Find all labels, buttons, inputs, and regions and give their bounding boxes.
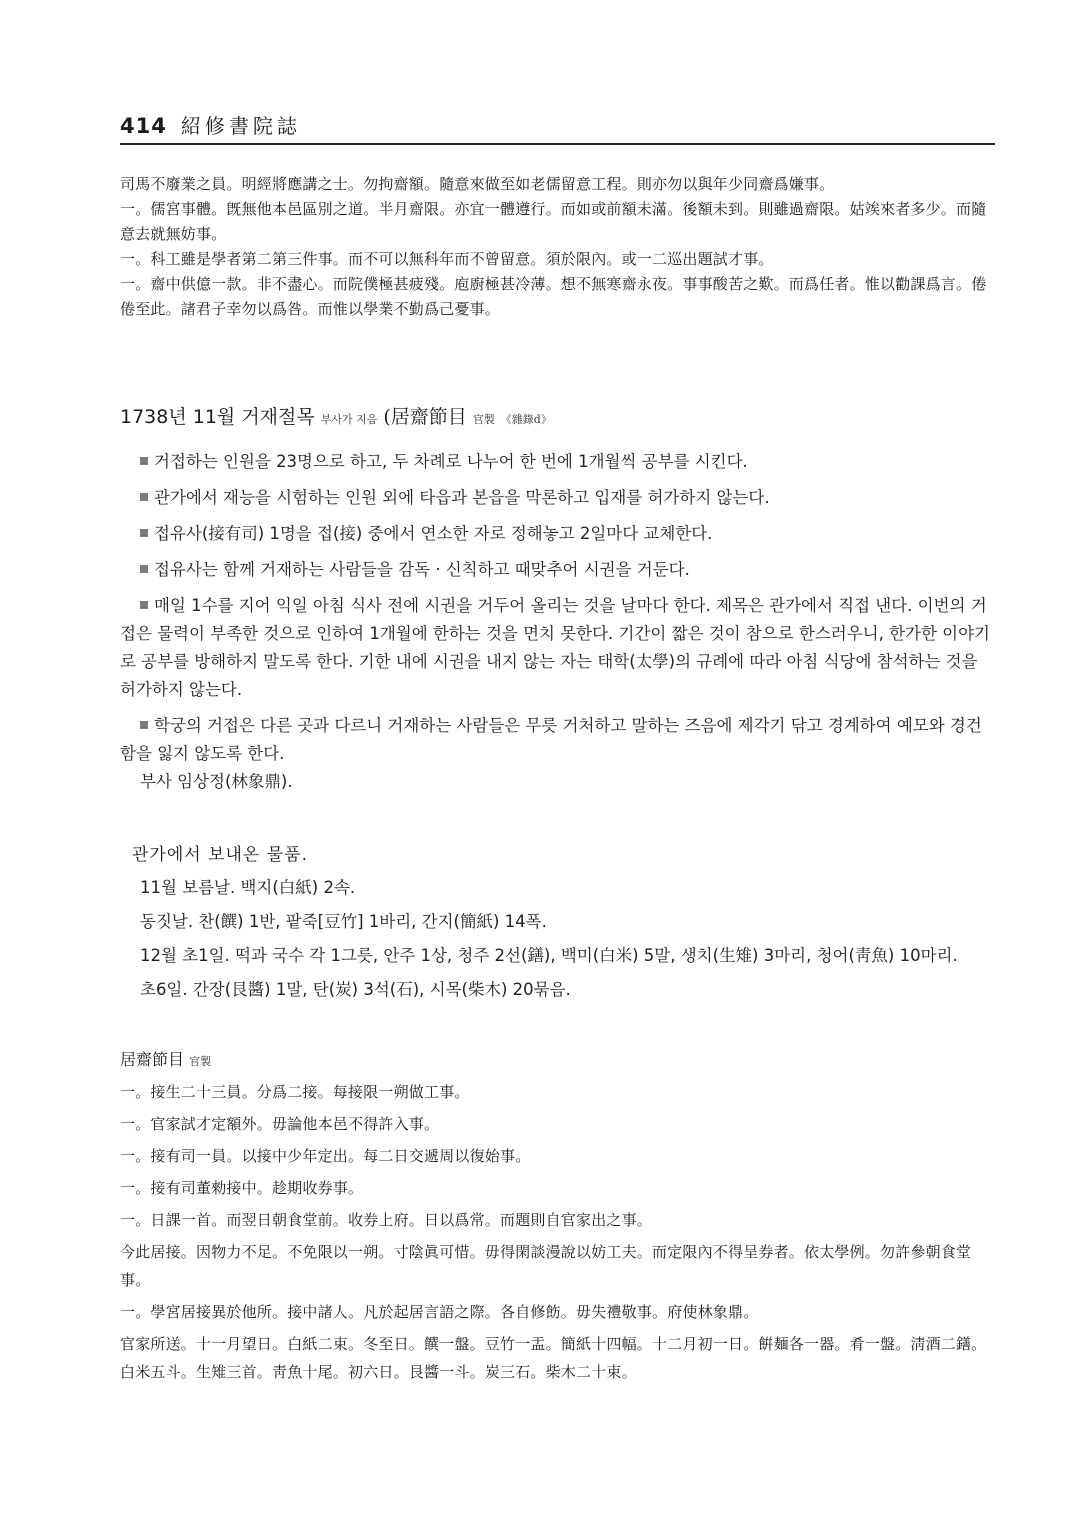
classical-line: 今此居接。因物力不足。不免限以一朔。寸陰眞可惜。毋得閑談漫說以妨工夫。而定限內不得呈券者。依太學例。勿許參朝食堂事。 <box>120 1243 972 1289</box>
section-title-han: (居齋節目 <box>383 406 467 428</box>
classical-author: 官製 <box>189 1055 212 1068</box>
square-bullet-icon <box>140 529 148 537</box>
supply-line: 12월 초1일. 떡과 국수 각 1그릇, 안주 1상, 청주 2선(鐥), 백미(白米) 5말, 생치(生雉) 3마리, 청어(靑魚) 10마리. <box>140 946 958 965</box>
supply-line: 동짓날. 찬(饌) 1반, 팥죽[豆竹] 1바리, 간지(簡紙) 14폭. <box>140 912 547 931</box>
section-author-kr: 부사가 지음 <box>320 413 378 426</box>
classical-line: 官家所送。十一月望日。白紙二束。冬至日。饌一盤。豆竹一盂。簡紙十四幅。十二月初一日。餠麺各一器。肴一盤。淸酒二鐥。白米五斗。生雉三首。靑魚十尾。初六日。艮醬一斗。炭三石。柴木二十束。 <box>120 1335 987 1381</box>
section-title-kr: 1738년 11월 거재절목 <box>120 406 315 428</box>
article-item: 매일 1수를 지어 익일 아침 식사 전에 시권을 거두어 올리는 것을 날마다 한다. 제목은 관가에서 직접 낸다. 이번의 거접은 물력이 부족한 것으로 인하여 1개월에 한하는 것을 면치 못한다. 기간이 짧은 것이 참으로 한스러우니, 한가한 이야기로 공부를 방해하지 말도록 한다. 기한 내에 시권을 내지 않는 자는 태학(太學)의 규례에 따라 아침 식당에 참석하는 것을 허가하지 않는다. <box>120 596 990 699</box>
square-bullet-icon <box>140 565 148 573</box>
signature: 부사 임상정(林象鼎). <box>140 772 293 791</box>
korean-articles <box>120 448 990 796</box>
section-source: 《雜錄d》 <box>500 413 552 426</box>
classical-paragraph: 司馬不廢業之員。明經將應講之士。勿拘齋額。隨意來做至如老儒留意工程。則亦勿以與年少同齋爲嫌事。 <box>120 175 835 193</box>
article-item: 학궁의 거접은 다른 곳과 다르니 거재하는 사람들은 무릇 거처하고 말하는 즈음에 제각기 닦고 경계하여 예모와 경건함을 잃지 않도록 한다. <box>120 716 982 763</box>
article-item: 접유사는 함께 거재하는 사람들을 감독 · 신칙하고 때맞추어 시권을 거둔다. <box>120 556 990 584</box>
classical-paragraph: 一。科工雖是學者第二第三件事。而不可以無科年而不曾留意。須於限內。或一二巡出題試才事。 <box>120 250 774 268</box>
page-number: 414 <box>120 114 167 138</box>
classical-line: 一。學宮居接異於他所。接中諸人。凡於起居言語之際。各自修飭。毋失禮敬事。府使林象鼎。 <box>120 1303 759 1321</box>
supply-line: 초6일. 간장(艮醬) 1말, 탄(炭) 3석(石), 시목(柴木) 20묶음. <box>140 980 571 999</box>
article-item: 거접하는 인원을 23명으로 하고, 두 차례로 나누어 한 번에 1개월씩 공부를 시킨다. <box>120 448 990 476</box>
article-item: 관가에서 재능을 시험하는 인원 외에 타읍과 본읍을 막론하고 입재를 허가하지 않는다. <box>120 484 990 512</box>
classical-articles <box>120 1078 995 1386</box>
supply-line: 11월 보름날. 백지(白紙) 2속. <box>140 878 356 897</box>
supplies-list <box>120 874 990 1004</box>
classical-line: 一。官家試才定額外。毋論他本邑不得許入事。 <box>120 1115 440 1133</box>
square-bullet-icon <box>140 457 148 465</box>
classical-line: 一。接有司董勑接中。趁期收券事。 <box>120 1179 364 1197</box>
classical-paragraph: 一。儒宮事體。旣無他本邑區別之道。半月齋限。亦宜一體遵行。而如或前額未滿。後額未到。則雖過齋限。姑竢來者多少。而隨意去就無妨事。 <box>120 200 987 243</box>
article-item: 접유사(接有司) 1명을 접(接) 중에서 연소한 자로 정해놓고 2일마다 교체한다. <box>120 520 990 548</box>
square-bullet-icon <box>140 601 148 609</box>
classical-line: 一。接生二十三員。分爲二接。每接限一朔做工事。 <box>120 1083 470 1101</box>
square-bullet-icon <box>140 721 148 729</box>
classical-paragraph: 一。齋中供億一款。非不盡心。而院僕極甚疲殘。庖廚極甚冷薄。想不無寒齋永夜。事事酸苦之歎。而爲任者。惟以勸課爲言。倦倦至此。諸君子幸勿以爲咎。而惟以學業不勤爲己憂事。 <box>120 275 987 318</box>
classical-section-title <box>120 1047 211 1070</box>
square-bullet-icon <box>140 493 148 501</box>
top-classical-text <box>120 150 995 322</box>
supplies-heading: 관가에서 보내온 물품. <box>132 845 309 865</box>
section-title <box>120 402 995 429</box>
book-title: 紹修書院誌 <box>180 114 301 138</box>
page-header <box>120 110 995 145</box>
classical-title: 居齋節目 <box>120 1050 185 1069</box>
classical-line: 一。日課一首。而翌日朝食堂前。收券上府。日以爲常。而題則自官家出之事。 <box>120 1211 653 1229</box>
classical-line: 一。接有司一員。以接中少年定出。每二日交遞周以復始事。 <box>120 1147 531 1165</box>
section-author-han: 官製 <box>472 413 495 426</box>
